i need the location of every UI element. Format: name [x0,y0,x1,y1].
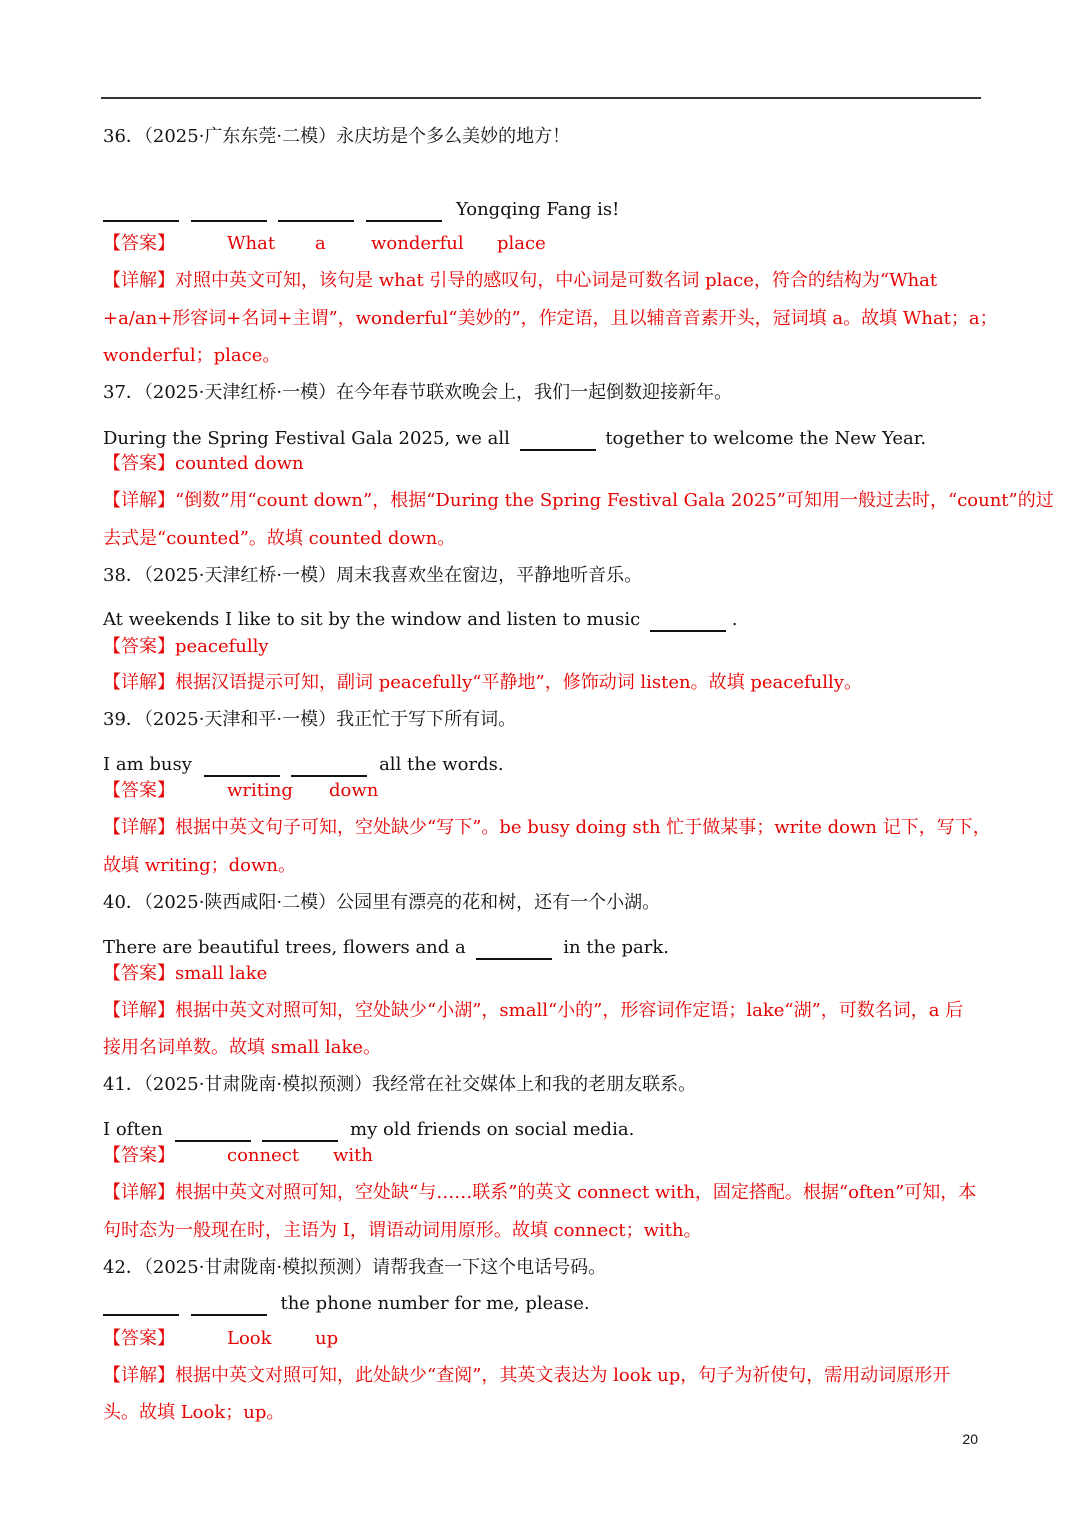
q40-blank [476,928,552,960]
q39-sentence-pre: I am busy [103,754,192,775]
q38-blank [650,600,726,632]
q38-answer [103,635,269,659]
q36-answer [103,232,546,256]
header-rule [101,97,981,99]
detail-tag: 【详解】 [103,490,175,511]
q40-answer [103,962,267,986]
q36-answer-1: What [227,233,276,254]
q41-sentence-pre: I often [103,1119,163,1140]
q36-answer-2: a [315,233,326,254]
detail-tag: 【详解】 [103,1000,175,1021]
answer-tag: 【答案】 [103,1145,175,1166]
q36-answer-3: wonderful [371,233,464,254]
q42-sentence [103,1292,590,1316]
q39-answer-2: down [329,780,379,801]
q39-answer-1: writing [227,780,293,801]
q39-sentence-post: all the words. [379,754,504,775]
q36-blank-4 [366,198,442,222]
q41-detail-text-1: 根据中英文对照可知，空处缺“与……联系”的英文 connect with，固定搭配。根据“often”可知，本 [175,1182,977,1203]
detail-tag: 【详解】 [103,1182,175,1203]
q41-blank-1 [175,1110,251,1142]
q42-sentence-post: the phone number for me, please. [280,1293,590,1314]
q39-detail-2: 故填 writing；down。 [103,855,296,876]
detail-tag: 【详解】 [103,1365,175,1386]
q42-stem: 42．（2025·甘肃陇南·模拟预测）请帮我查一下这个电话号码。 [103,1257,607,1278]
q38-sentence [103,600,737,632]
q41-sentence [103,1110,634,1142]
q41-stem: 41．（2025·甘肃陇南·模拟预测）我经常在社交媒体上和我的老朋友联系。 [103,1074,697,1095]
page-number: 20 [962,1431,978,1447]
q41-sentence-post: my old friends on social media. [350,1119,635,1140]
q37-detail-2: 去式是“counted”。故填 counted down。 [103,528,456,549]
q36-detail-text-1: 对照中英文可知，该句是 what 引导的感叹句，中心词是可数名词 place，符合的结构为“What [175,270,938,291]
q41-answer-2: with [333,1145,373,1166]
q40-detail-1 [103,999,963,1023]
q42-answer-2: up [315,1328,339,1349]
q36-blank-2 [191,198,267,222]
q37-answer-text: counted down [175,453,304,474]
q36-blank-3 [278,198,354,222]
q38-detail-text-1: 根据汉语提示可知，副词 peacefully“平静地”，修饰动词 listen。故填 peacefully。 [175,672,862,693]
q40-answer-text: small lake [175,963,268,984]
q40-detail-text-1: 根据中英文对照可知，空处缺少“小湖”，small“小的”，形容词作定语；lake“湖”，可数名词，a 后 [175,1000,964,1021]
q42-answer-1: Look [227,1328,272,1349]
q39-stem: 39．（2025·天津和平·一模）我正忙于写下所有词。 [103,709,517,730]
q36-sentence-tail: Yongqing Fang is! [455,199,620,220]
q39-blank-2 [291,745,367,777]
q40-detail-2: 接用名词单数。故填 small lake。 [103,1037,382,1058]
q36-blank-1 [103,198,179,222]
q39-blank-1 [204,745,280,777]
q39-detail-text-1: 根据中英文句子可知，空处缺少“写下”。be busy doing sth 忙于做某事；write down 记下，写下， [175,817,991,838]
q39-sentence [103,745,504,777]
q41-blank-2 [262,1110,338,1142]
q39-answer [103,779,379,803]
detail-tag: 【详解】 [103,672,175,693]
q37-detail-1 [103,489,1054,513]
q41-answer [103,1144,373,1168]
q40-stem: 40．（2025·陕西咸阳·二模）公园里有漂亮的花和树，还有一个小湖。 [103,892,661,913]
q36-stem: 36．（2025·广东东莞·二模）永庆坊是个多么美妙的地方！ [103,126,571,147]
q42-detail-1 [103,1364,950,1388]
q38-sentence-pre: At weekends I like to sit by the window and listen to music [103,609,641,630]
q40-sentence [103,928,669,960]
answer-tag: 【答案】 [103,1328,175,1349]
q37-sentence-pre: During the Spring Festival Gala 2025, we all [103,428,510,449]
q42-blank-1 [103,1292,179,1316]
q36-sentence [103,198,619,222]
q37-sentence [103,417,926,451]
q42-detail-text-1: 根据中英文对照可知，此处缺少“查阅”，其英文表达为 look up，句子为祈使句，需用动词原形开 [175,1365,951,1386]
q36-detail-1 [103,269,937,293]
q37-answer [103,452,304,476]
q38-stem: 38．（2025·天津红桥·一模）周末我喜欢坐在窗边，平静地听音乐。 [103,565,643,586]
answer-tag: 【答案】 [103,636,175,657]
q37-blank [520,417,596,451]
q38-sentence-post: . [731,609,738,630]
q37-stem: 37．（2025·天津红桥·一模）在今年春节联欢晚会上，我们一起倒数迎接新年。 [103,382,733,403]
q37-sentence-post: together to welcome the New Year. [605,428,927,449]
q39-detail-1 [103,816,991,840]
q38-detail-1 [103,671,862,695]
q38-answer-text: peacefully [175,636,269,657]
detail-tag: 【详解】 [103,817,175,838]
q36-detail-2: +a/an+形容词+名词+主谓”，wonderful“美妙的”，作定语，且以辅音音素开头，冠词填 a。故填 What；a； [103,308,998,329]
q41-detail-1 [103,1181,976,1205]
q41-detail-2: 句时态为一般现在时，主语为 I，谓语动词用原形。故填 connect；with。 [103,1220,702,1241]
q42-answer [103,1327,339,1351]
detail-tag: 【详解】 [103,270,175,291]
q42-detail-2: 头。故填 Look；up。 [103,1402,285,1423]
q42-blank-2 [191,1292,267,1316]
q40-sentence-post: in the park. [563,937,669,958]
answer-tag: 【答案】 [103,233,175,254]
q40-sentence-pre: There are beautiful trees, flowers and a [103,937,466,958]
answer-tag: 【答案】 [103,780,175,801]
q41-answer-1: connect [227,1145,300,1166]
answer-tag: 【答案】 [103,963,175,984]
q36-detail-3: wonderful；place。 [103,345,281,366]
q37-detail-text-1: “倒数”用“count down”，根据“During the Spring Festival Gala 2025”可知用一般过去时，“count”的过 [175,490,1054,511]
answer-tag: 【答案】 [103,453,175,474]
q36-answer-4: place [497,233,546,254]
